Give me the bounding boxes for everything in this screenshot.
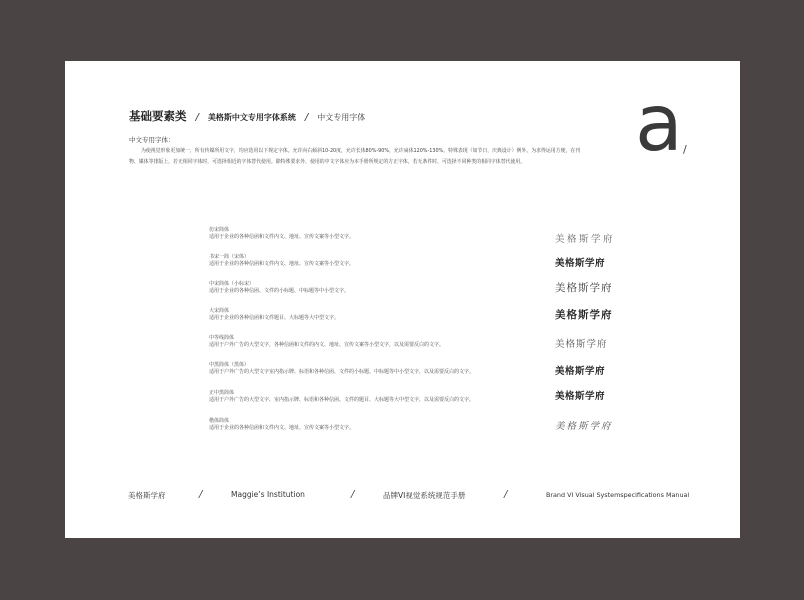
font-sample: 美格斯学府 <box>555 283 613 294</box>
font-description: 适用于户外广告的大型文字，各种信函和文件的内文、地址、宣传文案等小型文字，以及需要反白的文字。 <box>209 342 445 348</box>
header-subtitle: 美格斯中文专用字体系统 <box>207 113 296 122</box>
big-letter-mark: a <box>635 79 683 169</box>
font-row <box>65 280 740 302</box>
footer-separator: / <box>504 489 508 500</box>
page-header <box>129 108 365 124</box>
font-sample: 美格斯学府 <box>555 366 606 377</box>
intro-title: 中文专用字体： <box>129 136 175 144</box>
footer-brand-cn: 美格斯学府 <box>128 491 166 500</box>
intro-body: 为使视觉形象更加统一，所有传媒所用文字，均应选用以下规定字体。允许向右倾斜10-20度，允许长体80%-90%，允许扁体120%-130%。特殊表现（如节日，庆典设计）例外。为求得运用方便，在刊物、媒体等排版上，若无相同字体时，可选择相近的字体替代使用。除特殊要求外，使用的中文字体应为本手册所规定的方正字体，若无条件时，可选择不同种类的相同字体替代使用。 <box>129 148 581 165</box>
font-row <box>65 389 740 411</box>
font-name: 中黑简体（黑体） <box>209 362 250 368</box>
header-separator: / <box>304 112 309 123</box>
font-description: 适用于户外广告的大型文字室内指示牌、标语和各种信函、文件的小标题、中标题等中小型文字，以及需要反白的文字。 <box>209 369 475 375</box>
font-sample: 美格斯学府 <box>555 234 616 245</box>
header-separator: / <box>195 112 199 123</box>
footer-brand-en: Maggie’s Institution <box>231 490 305 499</box>
font-name: 仿宋简体 <box>209 227 230 233</box>
font-sample: 美格斯学府 <box>555 310 613 321</box>
font-description: 适用于企业的各种信函、文件的小标题、中标题等中小型文字。 <box>209 288 350 294</box>
font-name: 正中黑简体 <box>209 390 235 396</box>
font-sample: 美格斯学府 <box>555 258 606 269</box>
footer-manual-cn: 品牌VI视觉系统规范手册 <box>383 491 466 500</box>
font-row <box>65 253 740 275</box>
font-name: 书宋一简（宋体） <box>209 254 250 260</box>
font-row <box>65 307 740 329</box>
footer-manual-en: Brand VI Visual Systemspecifications Manual <box>546 491 690 499</box>
header-section: 中文专用字体 <box>317 113 366 122</box>
font-name: 中等线简体 <box>209 335 235 341</box>
footer-separator: / <box>199 489 203 500</box>
font-sample: 美格斯学府 <box>555 391 606 402</box>
font-description: 适用于企业的各种信函和文件内文、地址、宣传文案等小型文字。 <box>209 261 355 267</box>
font-row <box>65 361 740 383</box>
manual-page <box>65 61 740 538</box>
font-description: 适用于企业的各种信函和文件题目、大标题等大中型文字。 <box>209 315 340 321</box>
font-row <box>65 417 740 439</box>
font-name: 楷体简体 <box>209 418 230 424</box>
page-footer <box>65 490 740 504</box>
font-name: 中宋简体（小标宋） <box>209 281 255 287</box>
font-sample: 美格斯学府 <box>555 339 608 350</box>
font-description: 适用于企业的各种信函和文件内文、地址、宣传文案等小型文字。 <box>209 234 355 240</box>
font-name: 大宋简体 <box>209 308 230 314</box>
header-title: 基础要素类 <box>129 109 187 123</box>
font-description: 适用于企业的各种信函和文件内文、地址、宣传文案等小型文字。 <box>209 425 355 431</box>
font-description: 适用于户外广告的大型文字、室内指示牌、标语和各种信函、文件的题目、大标题等大中型文字，以及需要反白的文字。 <box>209 397 475 403</box>
font-sample: 美格斯学府 <box>555 422 613 432</box>
big-letter-slash: / <box>683 143 687 156</box>
font-row <box>65 334 740 356</box>
font-row <box>65 226 740 248</box>
footer-separator: / <box>351 489 355 500</box>
